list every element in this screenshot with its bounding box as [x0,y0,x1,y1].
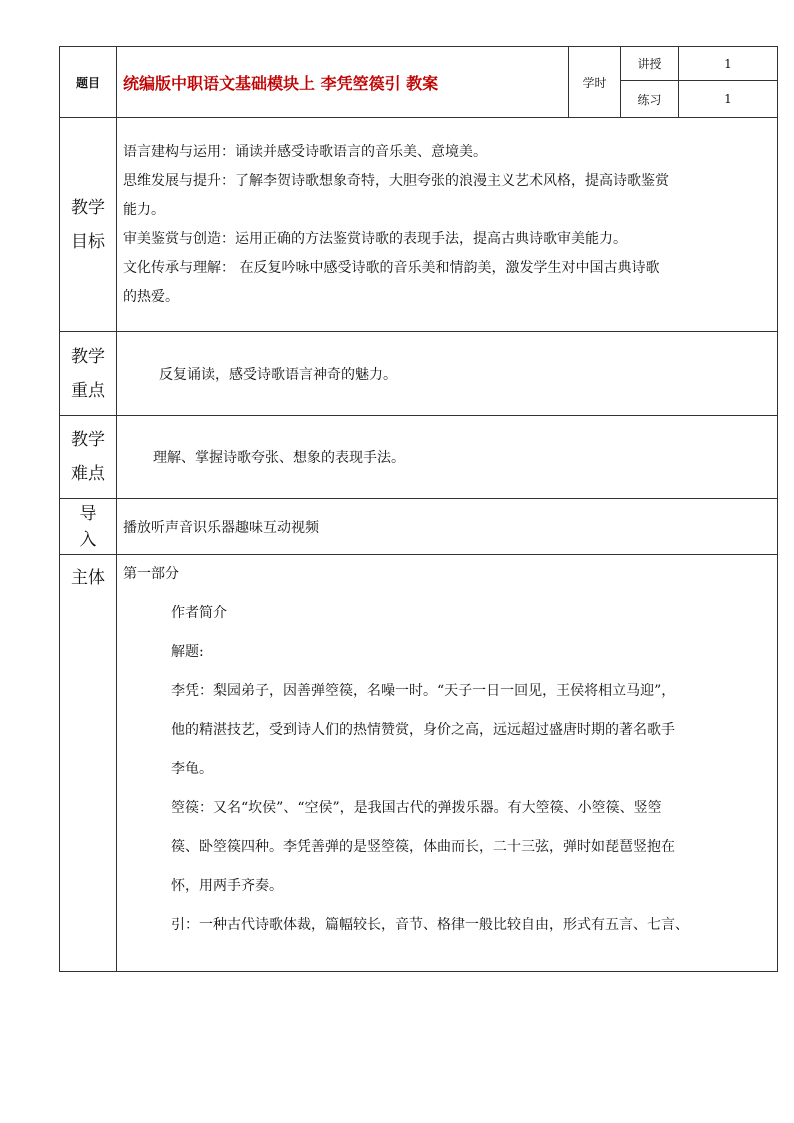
content-line: 他的精湛技艺，受到诗人们的热情赞赏，身价之高，远远超过盛唐时期的著名歌手 [171,722,675,738]
main-content [117,555,778,972]
key-points-label-line-2: 重点 [71,380,105,401]
intro-text: 播放听声音识乐器趣味互动视频 [117,499,778,555]
key-points-row [60,332,778,416]
lecture-value: 1 [679,47,778,81]
main-label: 主体 [60,555,117,972]
content-line: 解题: [171,644,204,660]
topic-label: 题目 [60,47,117,118]
content-line: 作者简介 [171,605,227,621]
section-heading: 第一部分 [123,566,179,582]
goal-line: 能力。 [123,201,165,218]
content-line: 箜篌：又名“坎侯”、“空侯”，是我国古代的弹拨乐器。有大箜篌、小箜篌、竖箜 [171,800,662,816]
intro-label [60,499,117,555]
key-points-text: 反复诵读，感受诗歌语言神奇的魅力。 [117,332,778,416]
goal-line: 思维发展与提升：了解李贺诗歌想象奇特，大胆夸张的浪漫主义艺术风格，提高诗歌鉴赏 [123,172,669,189]
content-line: 怀，用两手齐奏。 [171,878,283,894]
difficulties-label [60,416,117,499]
difficulties-row [60,416,778,499]
intro-label-line-2: 入 [79,529,97,550]
lecture-label: 讲授 [621,47,679,81]
difficulties-text: 理解、掌握诗歌夸张、想象的表现手法。 [117,416,778,499]
hours-label: 学时 [569,47,621,118]
practice-value: 1 [679,81,778,118]
goals-label-line-2: 目标 [71,231,105,252]
content-line: 篌、卧箜篌四种。李凭善弹的是竖箜篌，体曲而长，二十三弦，弹时如琵琶竖抱在 [171,839,675,855]
content-line: 引：一种古代诗歌体裁，篇幅较长，音节、格律一般比较自由，形式有五言、七言、 [171,917,689,933]
main-row [60,555,778,972]
practice-label: 练习 [621,81,679,118]
page-title: 统编版中职语文基础模块上 李凭箜篌引 教案 [117,47,569,118]
key-points-label-line-1: 教学 [71,346,105,367]
intro-row [60,499,778,555]
content-line: 李龟。 [171,761,213,777]
goal-line: 审美鉴赏与创造：运用正确的方法鉴赏诗歌的表现手法，提高古典诗歌审美能力。 [123,230,627,247]
goal-line: 语言建构与运用：诵读并感受诗歌语言的音乐美、意境美。 [123,143,487,160]
content-line: 李凭：梨园弟子，因善弹箜篌，名噪一时。“天子一日一回见，王侯将相立马迎”， [171,683,676,699]
goals-row [60,118,778,332]
header-row [60,47,778,81]
difficulties-label-line-1: 教学 [71,430,105,450]
intro-label-line-1: 导 [79,503,97,524]
goals-label-line-1: 教学 [71,197,105,218]
goals-content [117,118,778,332]
goals-label [60,118,117,332]
difficulties-label-line-2: 难点 [71,464,105,484]
key-points-label [60,332,117,416]
goal-line: 文化传承与理解： 在反复吟咏中感受诗歌的音乐美和情韵美，激发学生对中国古典诗歌 [123,259,660,276]
goal-line: 的热爱。 [123,288,179,305]
lesson-plan-table [59,46,778,972]
